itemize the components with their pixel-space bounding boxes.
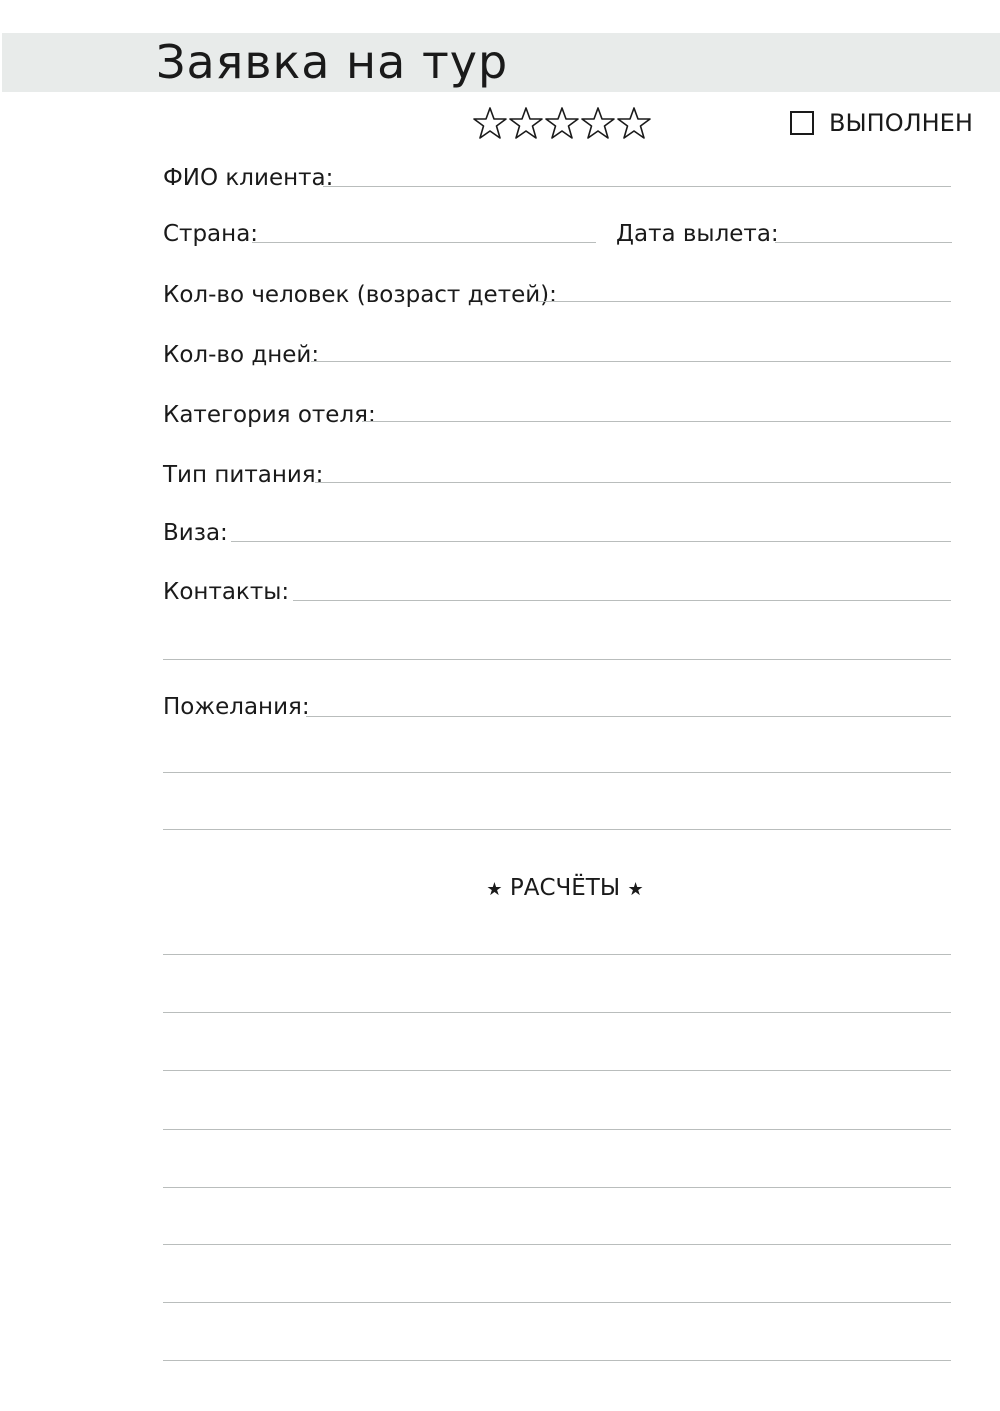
wishes-line-2[interactable] bbox=[163, 772, 951, 773]
meal-type-label: Тип питания: bbox=[163, 462, 324, 488]
hotel-category-line[interactable] bbox=[362, 421, 951, 422]
wishes-line[interactable] bbox=[306, 716, 951, 717]
visa-line[interactable] bbox=[231, 541, 951, 542]
country-label: Страна: bbox=[163, 221, 259, 247]
client-name-line[interactable] bbox=[323, 186, 951, 187]
people-count-label: Кол-во человек (возраст детей): bbox=[163, 282, 557, 308]
wishes-label: Пожелания: bbox=[163, 694, 310, 720]
contacts-line[interactable] bbox=[293, 600, 951, 601]
calc-line[interactable] bbox=[163, 1302, 951, 1303]
small-star-icon: ★ bbox=[627, 879, 644, 900]
star-icon[interactable] bbox=[545, 106, 579, 140]
calculations-title: РАСЧЁТЫ bbox=[509, 875, 621, 901]
people-count-line[interactable] bbox=[536, 301, 951, 302]
calculations-heading bbox=[0, 873, 1000, 905]
calc-line[interactable] bbox=[163, 1129, 951, 1130]
wishes-line-3[interactable] bbox=[163, 829, 951, 830]
page-title: Заявка на тур bbox=[156, 35, 509, 89]
departure-date-label: Дата вылета: bbox=[616, 221, 779, 247]
hotel-category-label: Категория отеля: bbox=[163, 402, 376, 428]
contacts-line-2[interactable] bbox=[163, 659, 951, 660]
star-icon[interactable] bbox=[617, 106, 651, 140]
calc-line[interactable] bbox=[163, 954, 951, 955]
calc-line[interactable] bbox=[163, 1244, 951, 1245]
calc-line[interactable] bbox=[163, 1187, 951, 1188]
calc-line[interactable] bbox=[163, 1070, 951, 1071]
calc-line[interactable] bbox=[163, 1012, 951, 1013]
star-icon[interactable] bbox=[509, 106, 543, 140]
departure-date-line[interactable] bbox=[775, 242, 952, 243]
small-star-icon: ★ bbox=[486, 879, 503, 900]
days-count-line[interactable] bbox=[311, 361, 951, 362]
done-label: ВЫПОЛНЕН bbox=[829, 109, 973, 137]
visa-label: Виза: bbox=[163, 520, 228, 546]
contacts-label: Контакты: bbox=[163, 579, 290, 605]
star-icon[interactable] bbox=[581, 106, 615, 140]
country-line[interactable] bbox=[252, 242, 596, 243]
client-name-label: ФИО клиента: bbox=[163, 165, 334, 191]
meal-type-line[interactable] bbox=[315, 482, 951, 483]
days-count-label: Кол-во дней: bbox=[163, 342, 320, 368]
rating-stars[interactable] bbox=[473, 106, 651, 146]
done-checkbox[interactable] bbox=[790, 111, 814, 135]
star-icon[interactable] bbox=[473, 106, 507, 140]
calc-line[interactable] bbox=[163, 1360, 951, 1361]
